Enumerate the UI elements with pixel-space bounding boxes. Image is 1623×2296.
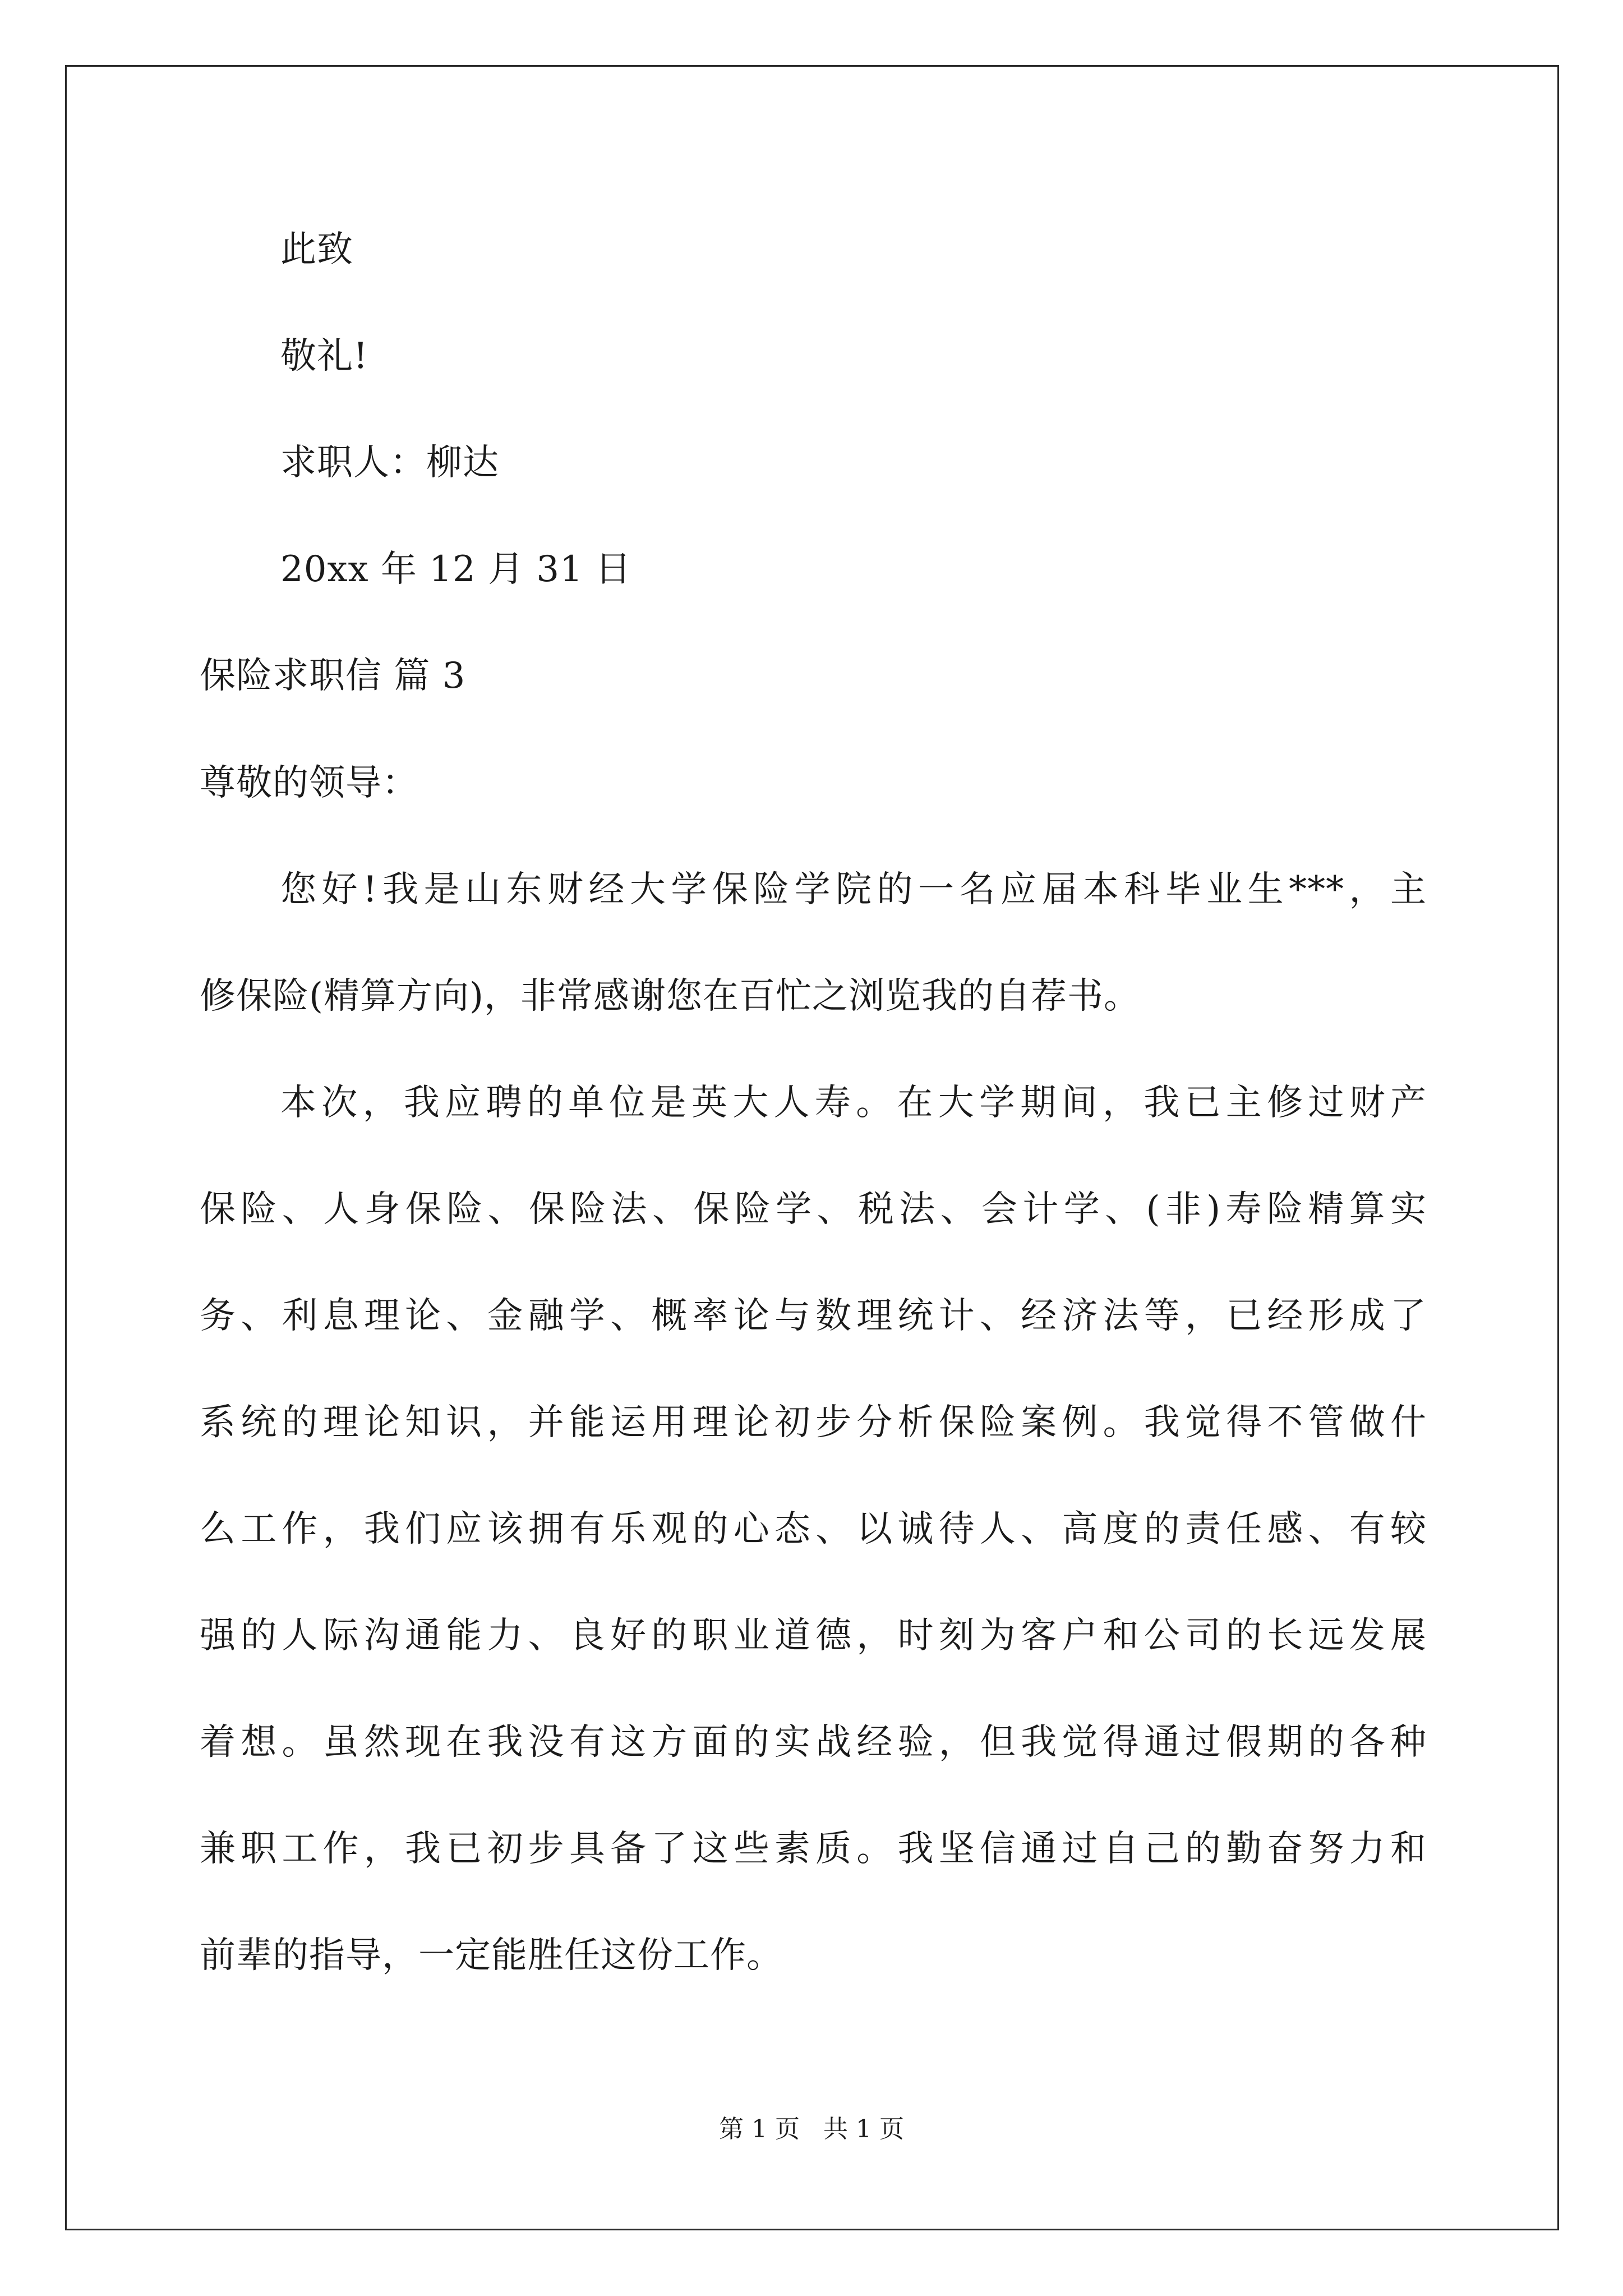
date: 20xx 年 12 月 31 日 xyxy=(280,549,632,590)
page-footer: 第 1 页 共 1 页 xyxy=(719,2115,904,2143)
paragraph-2-line-7: 着想。虽然现在我没有这方面的实战经验，但我觉得通过假期的各种 xyxy=(200,1722,1427,1763)
section-heading: 保险求职信 篇 3 xyxy=(200,655,466,697)
paragraph-2-line-5: 么工作，我们应该拥有乐观的心态、以诚待人、高度的责任感、有较 xyxy=(200,1508,1427,1550)
paragraph-2-line-2: 保险、人身保险、保险法、保险学、税法、会计学、(非)寿险精算实 xyxy=(200,1189,1427,1230)
paragraph-2-line-6: 强的人际沟通能力、良好的职业道德，时刻为客户和公司的长远发展 xyxy=(200,1615,1427,1657)
paragraph-1-line-2: 修保险(精算方向)，非常感谢您在百忙之浏览我的自荐书。 xyxy=(200,976,1140,1017)
paragraph-2-line-8: 兼职工作，我已初步具备了这些素质。我坚信通过自己的勤奋努力和 xyxy=(200,1828,1427,1870)
closing-regards: 敬礼! xyxy=(280,335,368,377)
paragraph-2-line-3: 务、利息理论、金融学、概率论与数理统计、经济法等，已经形成了 xyxy=(200,1295,1427,1337)
paragraph-2-line-9: 前辈的指导，一定能胜任这份工作。 xyxy=(200,1935,783,1976)
paragraph-1-line-1: 您好!我是山东财经大学保险学院的一名应届本科毕业生***，主 xyxy=(280,869,1427,910)
greeting: 尊敬的领导： xyxy=(200,762,418,804)
signature: 求职人：柳达 xyxy=(280,442,499,484)
paragraph-2-line-1: 本次，我应聘的单位是英大人寿。在大学期间，我已主修过财产 xyxy=(280,1082,1427,1124)
page-border xyxy=(65,65,1559,2230)
closing-salutation: 此致 xyxy=(280,229,353,270)
paragraph-2-line-4: 系统的理论知识，并能运用理论初步分析保险案例。我觉得不管做什 xyxy=(200,1402,1427,1443)
